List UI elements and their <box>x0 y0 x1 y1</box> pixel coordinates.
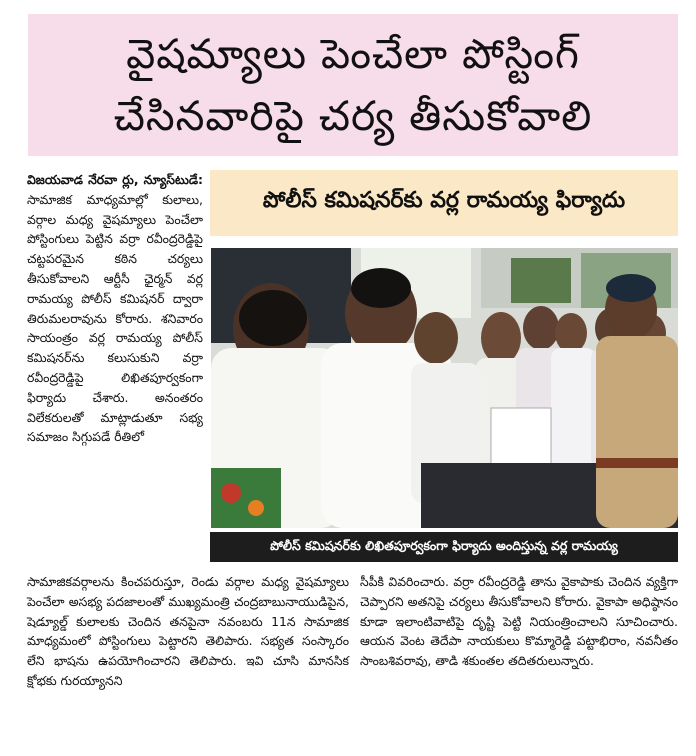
subheadline: పోలీస్ కమిషనర్‌కు వర్ల రామయ్య ఫిర్యాదు <box>262 188 626 213</box>
photo-illustration <box>211 248 678 528</box>
headline-banner <box>28 14 678 156</box>
photo-caption-bar <box>210 532 678 562</box>
lead-paragraph: సామాజిక మాధ్యమాల్లో కులాలు, వర్గాల మధ్య వైషమ్యాలు పెంచేలా పోస్టింగులు పెట్టిన వర్రా రవీంద్రరెడ్డిపై చట్టపరమైన కఠిన చర్యలు తీసుకోవాలని ఆర్టీసీ ఛైర్మన్ వర్ల రామయ్య పోలీస్ కమిషనర్ ద్వారా తిరుమలరావును కోరారు. శనివారం సాయంత్రం వర్ల రామయ్య పోలీస్ కమిషనర్‌ను కలుసుకుని వర్రా రవీంద్రరెడ్డిపై లిఖితపూర్వకంగా ఫిర్యాదు చేశారు. అనంతరం విలేకరులతో మాట్లాడుతూ సభ్య సమాజం సిగ్గుపడే రీతిలో <box>27 191 203 445</box>
headline-line-2: చేసినవారిపై చర్య తీసుకోవాలి <box>113 92 593 140</box>
headline-line-1: వైషమ్యాలు పెంచేలా పోస్టింగ్ <box>126 30 580 78</box>
body-column-left: సామాజికవర్గాలను కించపరుస్తూ, రెండు వర్గాల మధ్య వైషమ్యాలు పెంచేలా అసభ్య పదజాలంతో ముఖ్యమంత్రి చంద్రబాబునాయుడిపైన, షెడ్యూల్డ్ కులాలకు చెందిన తనపైనా నవంబరు 11న సామాజిక మాధ్యమంలో పోస్టింగులు పెట్టారని తెలిపారు. సభ్యత సంస్కారం లేని భాషను ఉపయోగించారని తెలిపారు. ఇవి చూసి మానసిక క్షోభకు గురయ్యానని <box>27 574 349 688</box>
body-column-right: సీపీకి వివరించారు. వర్రా రవీంద్రరెడ్డి తాను వైకాపాకు చెందిన వ్యక్తిగా చెప్పారని అతనిపై చర్యలు తీసుకోవాలని కోరారు. వైకాపా అధిష్ఠానం కూడా ఇలాంటివాటిపై దృష్టి పెట్టి నియంత్రించాలని సూచించారు. ఆయన వెంట తెదేపా నాయకులు కొమ్మారెడ్డి పట్టాభిరాం, నవనీతం సాంబశివరావు, తాడి శకుంతల తదితరులున్నారు. <box>360 574 678 669</box>
subheadline-banner <box>210 170 678 236</box>
photo-caption: పోలీస్ కమిషనర్‌కు లిఖితపూర్వకంగా ఫిర్యాదు అందిస్తున్న వర్ల రామయ్య <box>270 537 618 553</box>
dateline: విజయవాడ నేరవా ర్లు, న్యూస్‌టుడే: <box>27 172 203 187</box>
news-photo <box>211 248 678 528</box>
lead-column <box>27 170 203 447</box>
